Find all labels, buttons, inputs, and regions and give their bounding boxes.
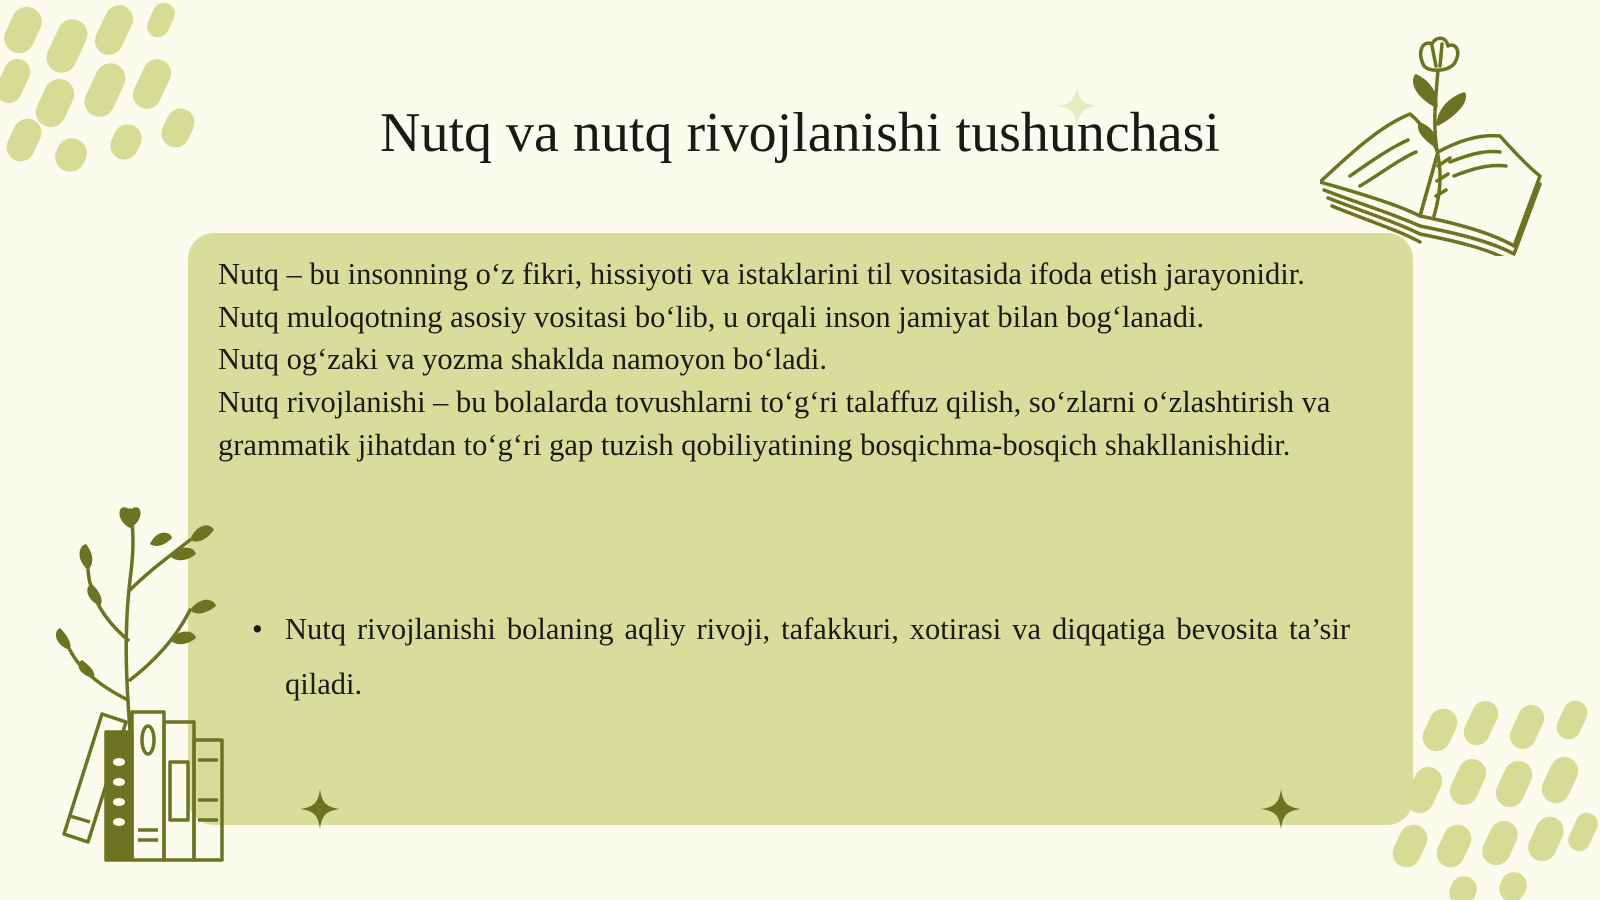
slide-title: Nutq va nutq rivojlanishi tushunchasi (380, 102, 1220, 164)
bullet-text: Nutq rivojlanishi bolaning aqliy rivoji, tafakkuri, xotirasi va diqqatiga bevosita ta’sir qiladi. (285, 612, 1350, 701)
paragraph-oral-written: Nutq og‘zaki va yozma shaklda namoyon bo‘ladi. (218, 342, 827, 377)
paint-dots-bottom-right-icon (1390, 700, 1600, 900)
bullet-list (250, 602, 1350, 712)
paragraph-communication: Nutq muloqotning asosiy vositasi bo‘lib, u orqali inson jamiyat bilan bog‘lanadi. (218, 299, 1205, 334)
plant-books-icon (30, 500, 240, 880)
sparkle-icon (300, 788, 340, 830)
paragraph-speech-definition: Nutq – bu insonning o‘z fikri, hissiyoti va istaklarini til vositasida ifoda etish jarayonidir. (218, 257, 1305, 291)
definition-text-block (218, 253, 1358, 467)
bullet-marker: • (252, 612, 263, 646)
sparkle-icon (1261, 788, 1301, 830)
paragraph-speech-development: Nutq rivojlanishi – bu bolalarda tovushlarni to‘g‘ri talaffuz qilish, so‘zlarni o‘zlashtirish va grammatik jihatdan to‘g‘ri gap tuzish qobiliyatining bosqichma-bosqich shakllanishidir. (218, 385, 1331, 462)
bullet-item (250, 602, 1350, 712)
